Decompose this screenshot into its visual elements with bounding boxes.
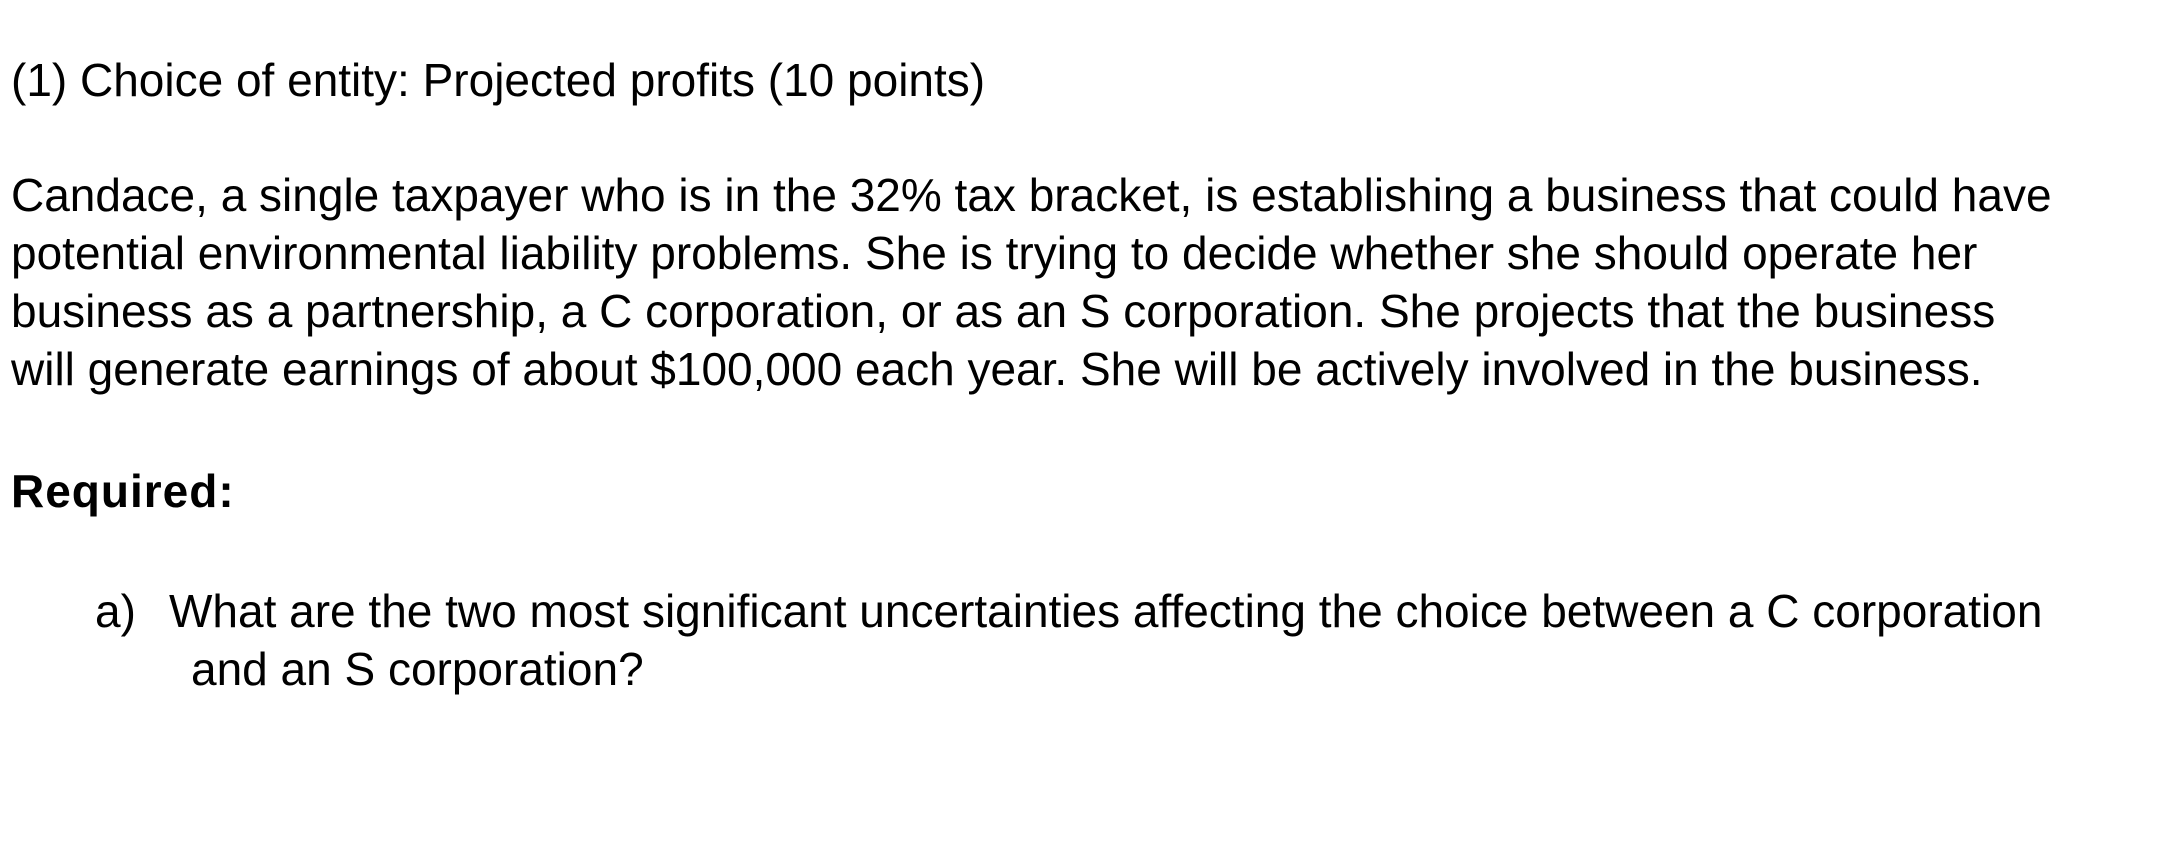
paragraph-line: business as a partnership, a C corporation, or as an S corporation. She projects that the business (11, 285, 1996, 337)
question-marker: a) (95, 585, 136, 637)
problem-description (11, 166, 2161, 398)
question-a (95, 582, 2042, 698)
required-label: Required: (11, 465, 235, 517)
question-line-1 (95, 582, 2042, 640)
paragraph-line: Candace, a single taxpayer who is in the 32% tax bracket, is establishing a business that could have (11, 169, 2052, 221)
paragraph-line: potential environmental liability problems. She is trying to decide whether she should operate her (11, 227, 1978, 279)
paragraph-line: will generate earnings of about $100,000 each year. She will be actively involved in the business. (11, 343, 1983, 395)
question-text-2: and an S corporation? (191, 643, 644, 695)
question-text-1: What are the two most significant uncertainties affecting the choice between a C corporation (169, 585, 2043, 637)
problem-heading: (1) Choice of entity: Projected profits (10 points) (11, 54, 986, 106)
